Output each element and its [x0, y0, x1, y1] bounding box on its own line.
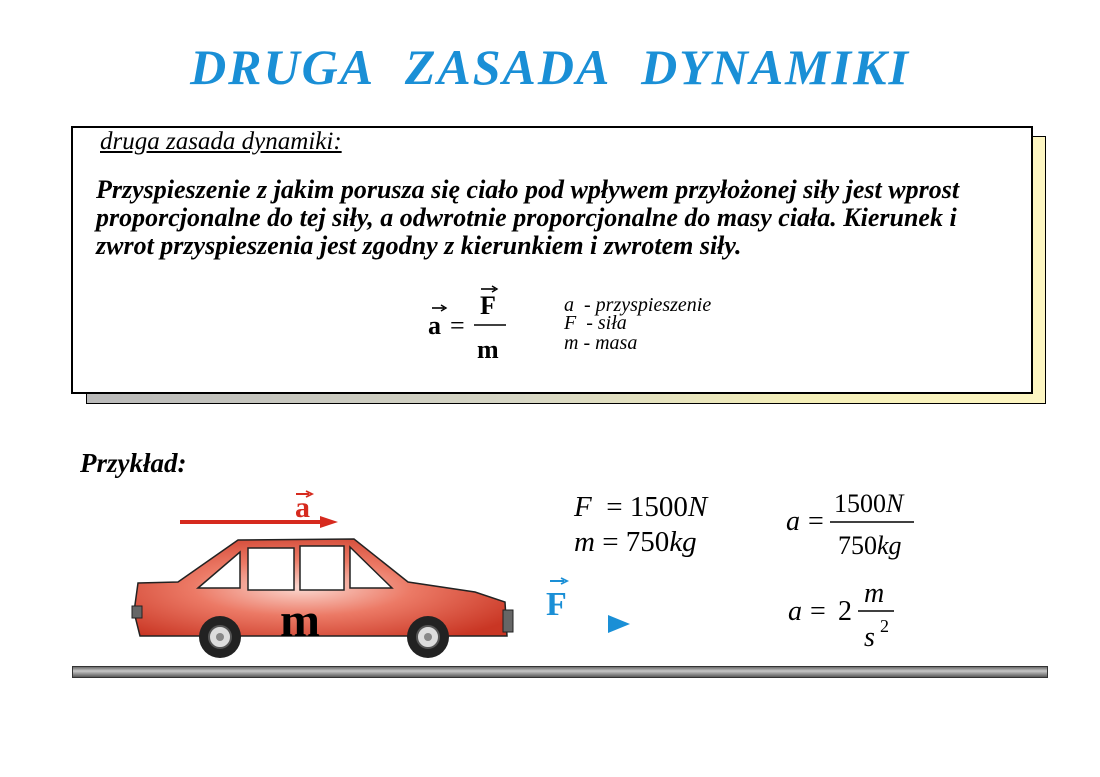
law-heading: druga zasada dynamiki: — [100, 128, 342, 155]
newton-formula — [420, 284, 530, 364]
accel-arrow — [180, 491, 338, 528]
svg-text:a: a — [786, 506, 800, 537]
formula-denominator: m — [477, 335, 499, 364]
legend-item: m - masa — [564, 332, 638, 354]
given-values — [574, 490, 707, 560]
law-statement: Przyspieszenie z jakim porusza się ciało pod wpływem przyłożonej siły jest wprost proporcjonalne do tej siły, a odwrotnie proporcjonalne do masy ciała. Kierunek i zwrot przyspieszenia jest zgodny z kierunkiem i zwrotem siły. — [96, 175, 960, 260]
svg-text:s: s — [864, 622, 875, 653]
road — [72, 666, 1048, 678]
svg-text:m: m — [864, 578, 885, 609]
svg-text:1500N: 1500N — [834, 489, 904, 518]
calc-step-2 — [784, 572, 904, 656]
force-label: F — [546, 586, 567, 623]
accel-vector-symbol — [428, 305, 446, 340]
accel-label: a — [295, 491, 310, 524]
svg-text:=: = — [810, 596, 826, 627]
given-force: F = 1500N — [574, 491, 708, 523]
car-mass-label: m — [280, 594, 320, 647]
svg-text:=: = — [808, 506, 824, 537]
svg-text:750kg: 750kg — [838, 531, 902, 560]
car — [132, 539, 513, 658]
svg-text:a: a — [788, 596, 802, 627]
svg-text:2: 2 — [880, 616, 889, 636]
formula-lhs: a — [428, 311, 441, 340]
calc-step-1 — [784, 484, 934, 564]
formula-numerator: F — [480, 291, 496, 320]
svg-text:2: 2 — [838, 596, 852, 627]
legend-item: a - przyspieszenie — [564, 294, 712, 316]
legend-item: F - siła — [564, 312, 627, 334]
page-title: DRUGA ZASADA DYNAMIKI — [190, 39, 910, 95]
formula-equals: = — [450, 311, 465, 340]
given-mass: m = 750kg — [574, 526, 697, 558]
definition-box — [71, 126, 1033, 394]
formula-legend — [564, 293, 711, 355]
car-illustration — [120, 484, 650, 670]
force-vector-symbol — [480, 286, 497, 320]
example-label: Przykład: — [80, 448, 187, 478]
